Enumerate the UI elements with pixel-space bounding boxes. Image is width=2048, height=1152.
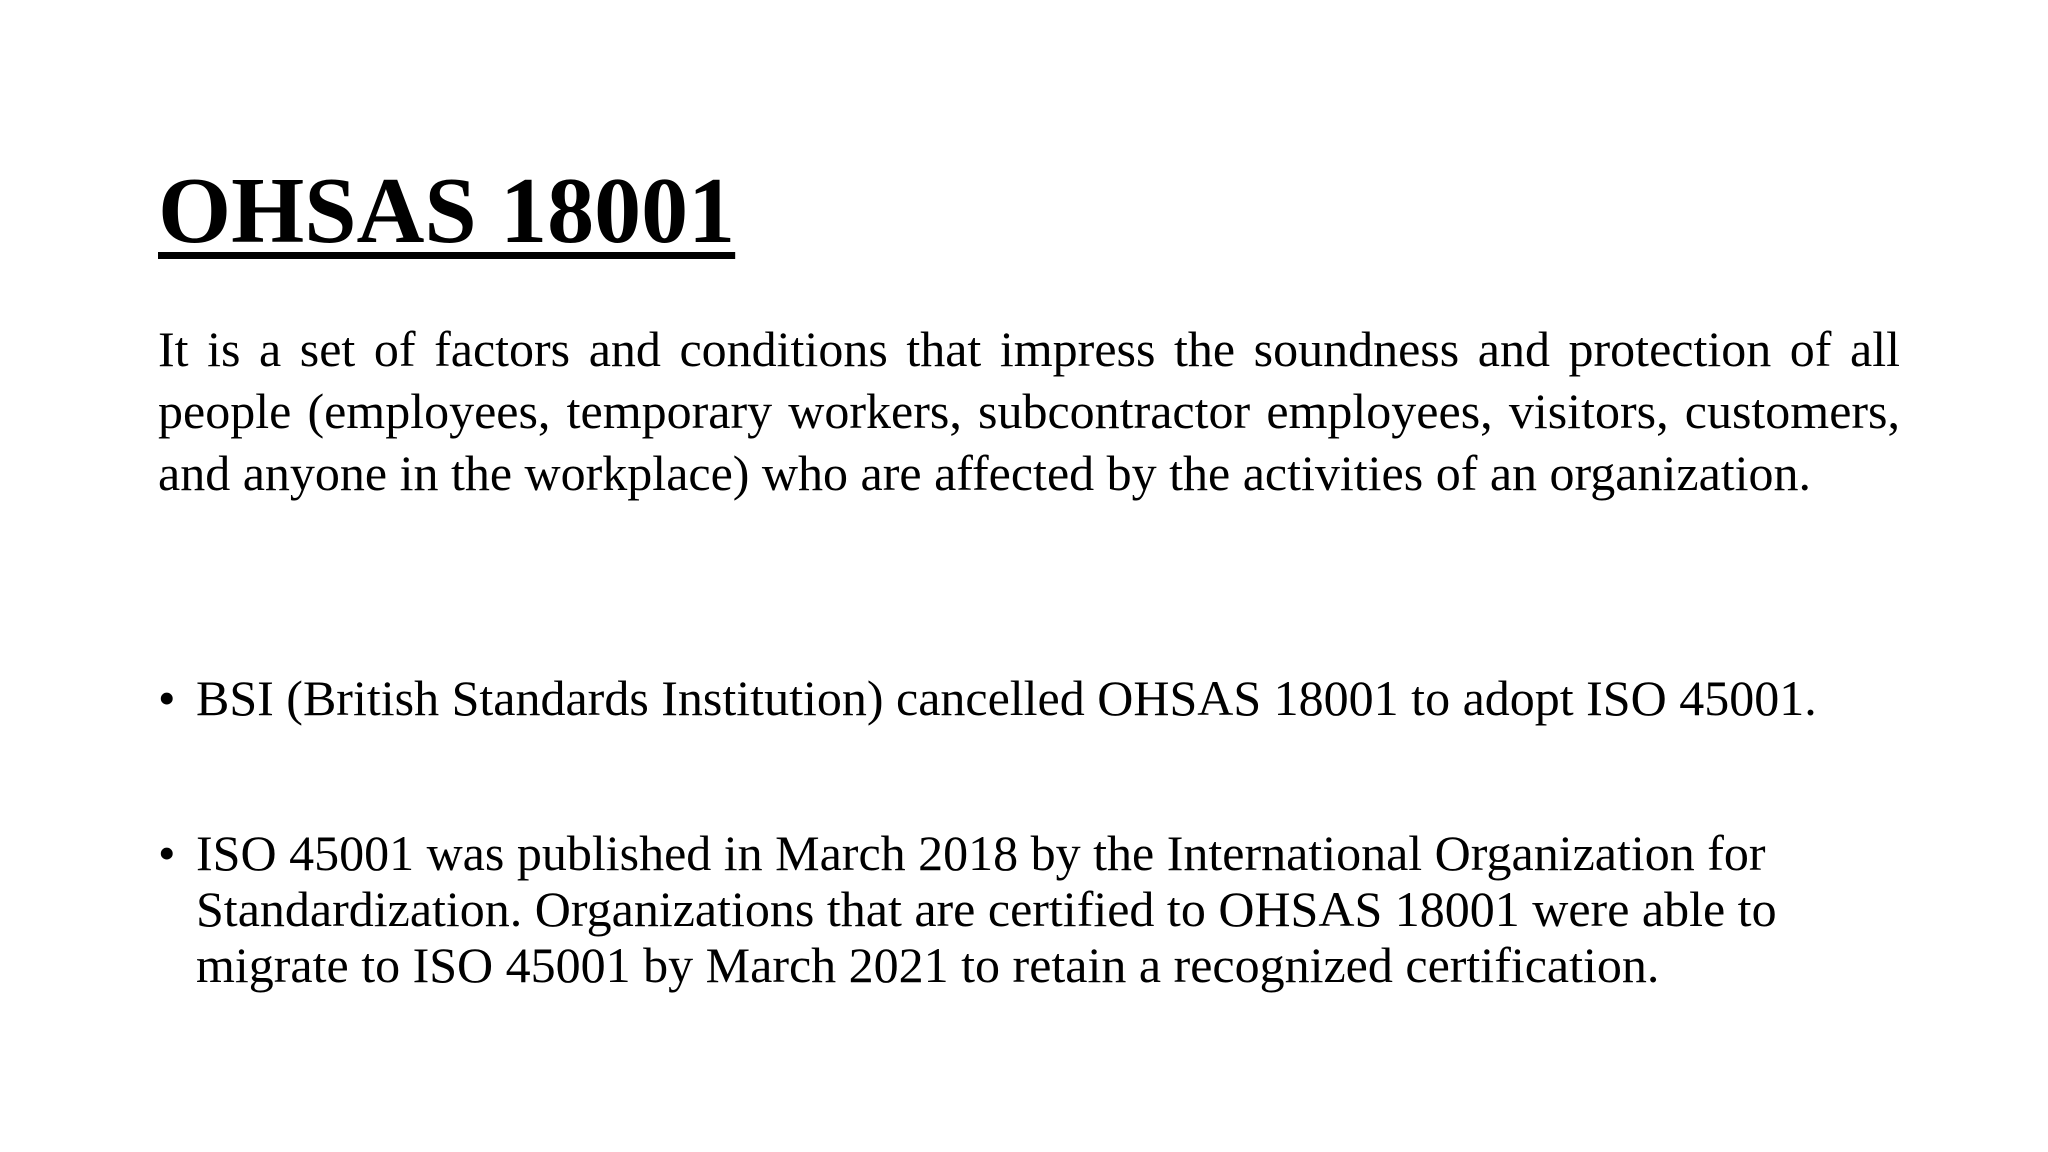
intro-paragraph: It is a set of factors and conditions that impress the soundness and protection of all people (employees, temporary workers, subcontractor employees, visitors, customers, and anyone in the workplace) who are affected by the activities of an organization. <box>158 321 1900 501</box>
bullet-text: ISO 45001 was published in March 2018 by the International Organization for Standardization. Organizations that are certified to OHSAS 18001 were able to migrate to ISO 45001 by March 2021 to retain a recognized certification. <box>196 825 1777 993</box>
bullet-text: BSI (British Standards Institution) cancelled OHSAS 18001 to adopt ISO 45001. <box>196 670 1817 726</box>
bullet-icon: • <box>158 670 176 726</box>
bullet-icon: • <box>158 825 176 881</box>
bullet-item <box>158 825 1900 993</box>
slide-title: OHSAS 18001 <box>158 159 736 263</box>
bullet-item <box>158 670 1900 726</box>
